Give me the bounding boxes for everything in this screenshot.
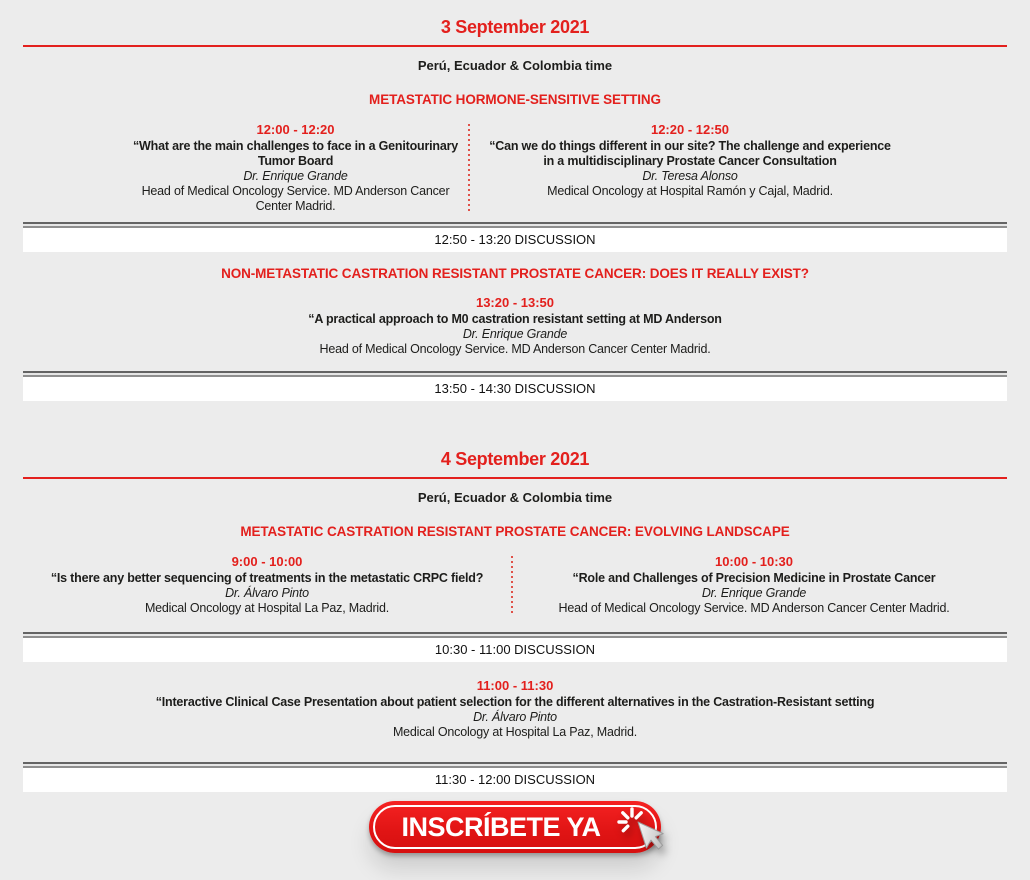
day-1-title-rule [23, 45, 1007, 47]
session-speaker: Dr. Enrique Grande [701, 586, 807, 600]
day-2-title: 4 September 2021 [440, 449, 590, 469]
discussion-bar [23, 762, 1007, 792]
session-affiliation: Medical Oncology at Hospital La Paz, Madrid. [144, 601, 390, 615]
session-affiliation: Medical Oncology at Hospital La Paz, Madrid. [392, 725, 638, 739]
session-speaker: Dr. Enrique Grande [462, 327, 568, 341]
register-row [0, 801, 1030, 853]
day-2-title-rule [23, 477, 1007, 479]
discussion-bar [23, 632, 1007, 662]
session-affiliation: Head of Medical Oncology Service. MD Anderson Cancer Center Madrid. [319, 342, 711, 356]
session-affiliation: Head of Medical Oncology Service. MD Anderson Cancer Center Madrid. [558, 601, 950, 615]
session-time: 10:00 - 10:30 [714, 554, 794, 569]
session-title: “Role and Challenges of Precision Medicine in Prostate Cancer [572, 571, 936, 585]
session-speaker: Dr. Teresa Alonso [642, 169, 738, 183]
register-button[interactable] [369, 801, 661, 853]
discussion-bar [23, 371, 1007, 401]
discussion-label: 13:50 - 14:30 DISCUSSION [23, 377, 1007, 401]
cursor-arrow-icon [638, 816, 667, 853]
click-burst-icon [619, 809, 641, 831]
day-2-section-heading-1: METASTATIC CASTRATION RESISTANT PROSTATE CANCER: EVOLVING LANDSCAPE [240, 524, 790, 539]
day-2-section [0, 450, 1030, 792]
session-speaker: Dr. Álvaro Pinto [473, 710, 557, 724]
session-block [23, 295, 1007, 357]
dotted-column-divider [468, 124, 470, 214]
session-title: “Is there any better sequencing of treatments in the metastatic CRPC field? [50, 571, 484, 585]
dotted-column-divider [511, 556, 513, 616]
discussion-bar [23, 222, 1007, 252]
session-time: 12:20 - 12:50 [650, 122, 730, 137]
session-time: 9:00 - 10:00 [231, 554, 303, 569]
session-affiliation: Head of Medical Oncology Service. MD Anderson Cancer Center Madrid. [141, 184, 450, 213]
discussion-label: 12:50 - 13:20 DISCUSSION [23, 228, 1007, 252]
day-1-section [0, 0, 1030, 401]
session-speaker: Dr. Enrique Grande [243, 169, 348, 183]
register-button-label: INSCRÍBETE YA [401, 812, 601, 842]
session-time: 13:20 - 13:50 [475, 295, 555, 310]
discussion-label: 10:30 - 11:00 DISCUSSION [23, 638, 1007, 662]
day-1-title: 3 September 2021 [440, 17, 590, 37]
session-speaker: Dr. Álvaro Pinto [225, 586, 309, 600]
session-time: 12:00 - 12:20 [256, 122, 335, 137]
session-block [23, 678, 1007, 740]
day-2-timezone: Perú, Ecuador & Colombia time [417, 490, 613, 505]
session-block [485, 122, 895, 214]
day-1-section-heading-1: METASTATIC HORMONE-SENSITIVE SETTING [369, 92, 661, 107]
day-2-sessions-row [23, 554, 1007, 616]
click-cursor-icon [611, 807, 681, 869]
day-1-timezone: Perú, Ecuador & Colombia time [417, 58, 613, 73]
session-title: “What are the main challenges to face in a Genitourinary Tumor Board [133, 139, 458, 168]
session-title: “Interactive Clinical Case Presentation about patient selection for the different alternatives in the Castration-Resistant setting [155, 695, 875, 709]
day-1-sessions-row [23, 122, 1007, 214]
discussion-label: 11:30 - 12:00 DISCUSSION [23, 768, 1007, 792]
session-title: “A practical approach to M0 castration resistant setting at MD Anderson [308, 312, 722, 326]
session-affiliation: Medical Oncology at Hospital Ramón y Cajal, Madrid. [547, 184, 833, 198]
session-block [123, 122, 468, 214]
session-block [529, 554, 979, 616]
day-1-section-heading-2: NON-METASTATIC CASTRATION RESISTANT PROSTATE CANCER: DOES IT REALLY EXIST? [221, 266, 809, 281]
session-title: “Can we do things different in our site? The challenge and experience in a multidisciplinary Prostate Cancer Consultation [489, 139, 891, 168]
session-block [23, 554, 511, 616]
session-time: 11:00 - 11:30 [476, 678, 554, 693]
